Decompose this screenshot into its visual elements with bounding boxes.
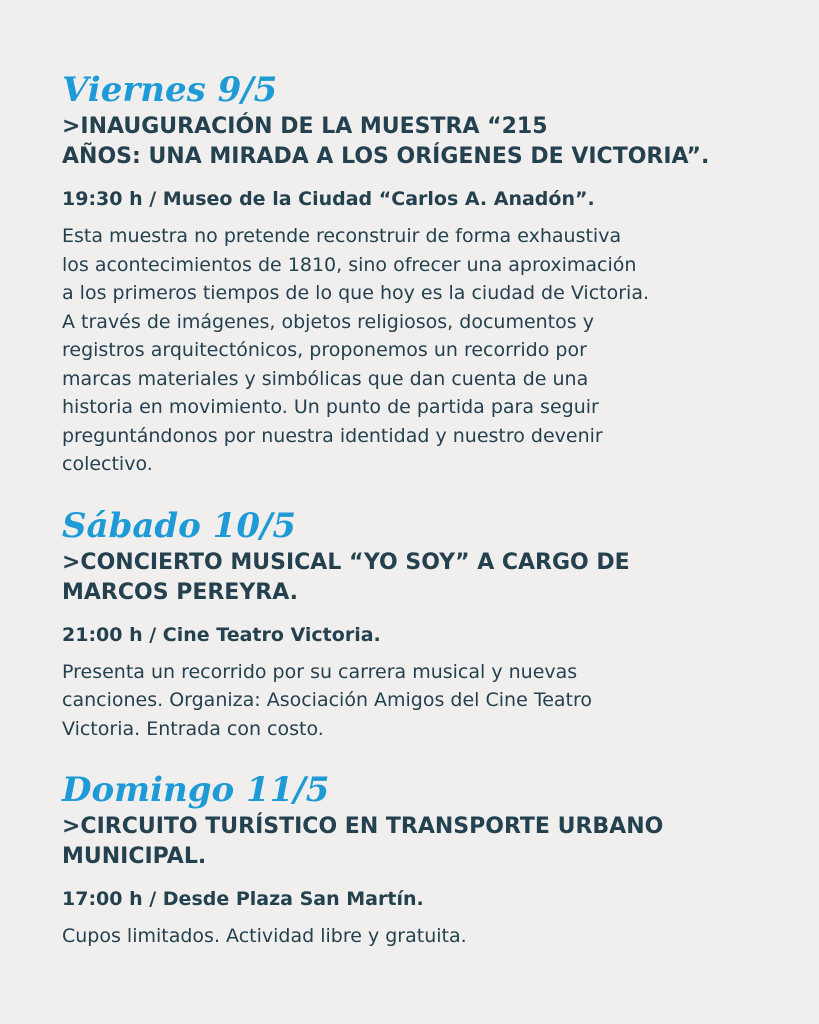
event-title: >INAUGURACIÓN DE LA MUESTRA “215 AÑOS: UNA MIRADA A LOS ORÍGENES DE VICTORIA”. bbox=[62, 114, 710, 169]
day-title: Domingo 11/5 bbox=[62, 770, 330, 810]
event-time-location: 17:00 h / Desde Plaza San Martín. bbox=[62, 888, 424, 910]
event-time-location: 21:00 h / Cine Teatro Victoria. bbox=[62, 623, 381, 646]
day-title: Viernes 9/5 bbox=[62, 70, 278, 110]
event-friday bbox=[62, 70, 779, 479]
event-description: Esta muestra no pretende reconstruir de forma exhaustiva los acontecimientos de 1810, sino ofrecer una aproximación a los primeros tiempos de lo que hoy es la ciudad de Victoria. A través de imágenes, objetos religiosos, documentos y registros arquitectónicos, proponemos un recorrido por marcas materiales y simbólicas que dan cuenta de una historia en movimiento. Un punto de partida para seguir preguntándonos por nuestra identidad y nuestro devenir colectivo. bbox=[62, 225, 649, 475]
event-time-location: 19:30 h / Museo de la Ciudad “Carlos A. Anadón”. bbox=[62, 188, 595, 210]
event-title: >CIRCUITO TURÍSTICO EN TRANSPORTE URBANO MUNICIPAL. bbox=[62, 814, 664, 869]
day-title: Sábado 10/5 bbox=[62, 505, 297, 546]
event-saturday bbox=[62, 506, 779, 744]
event-description: Cupos limitados. Actividad libre y gratuita. bbox=[62, 925, 467, 947]
event-sunday bbox=[62, 770, 779, 951]
event-description: Presenta un recorrido por su carrera musical y nuevas canciones. Organiza: Asociación Amigos del Cine Teatro Victoria. Entrada con costo. bbox=[62, 660, 592, 740]
event-title: >CONCIERTO MUSICAL “YO SOY” A CARGO DE MARCOS PEREYRA. bbox=[62, 549, 630, 605]
